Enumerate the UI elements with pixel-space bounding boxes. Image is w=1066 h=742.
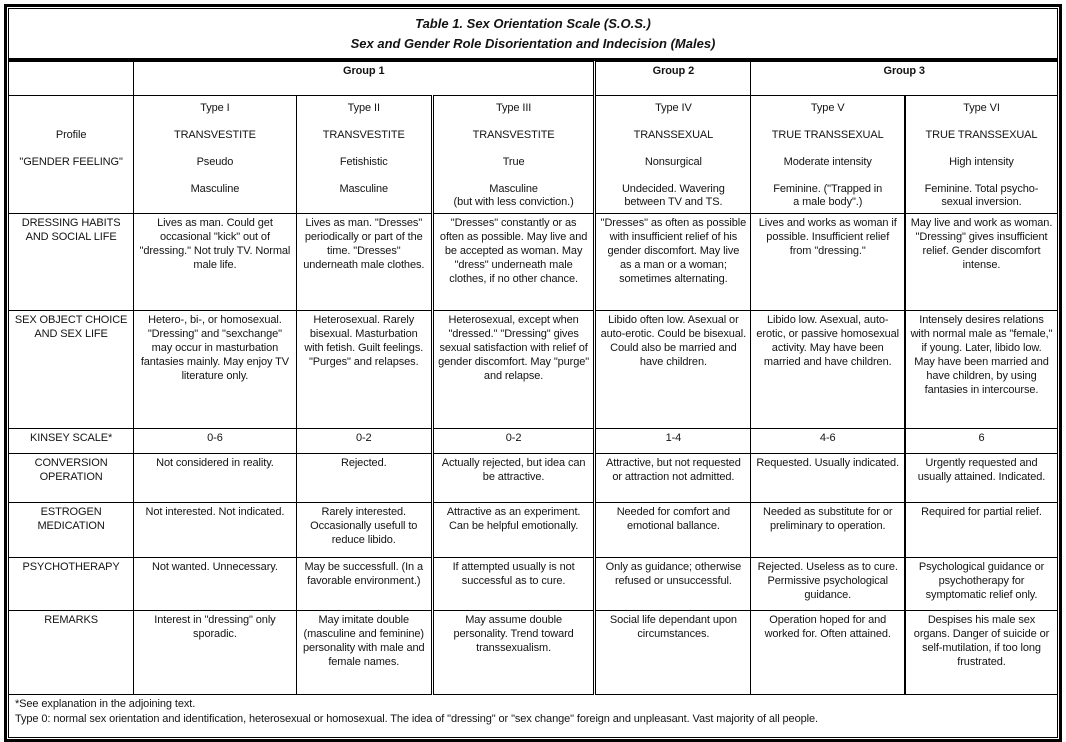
cell: Heterosexual, except when "dressed." "Dressing" gives sexual satisfaction with relief of gender discomfort. May "purge" and relapse. — [432, 310, 594, 428]
type-number: Type I — [200, 102, 230, 114]
group-header-row — [9, 62, 1057, 96]
row-conversion-operation — [9, 453, 1057, 502]
type-name: TRANSVESTITE — [173, 128, 256, 141]
row-label-profile — [9, 96, 134, 214]
cell: Rejected. Useless as to cure. Permissive psychological guidance. — [751, 557, 905, 610]
type-name: TRANSVESTITE — [322, 128, 405, 141]
cell: Social life dependant upon circumstances. — [595, 610, 751, 694]
type-name: TRUE TRANSSEXUAL — [771, 128, 884, 141]
row-label: KINSEY SCALE* — [9, 428, 134, 453]
type-name: TRANSSEXUAL — [633, 128, 714, 141]
cell: Intensely desires relations with normal male as "female," if young. Later, libido low. May have been married and have children, by using fantasies in intercourse. — [905, 310, 1057, 428]
row-label: PSYCHOTHERAPY — [9, 557, 134, 610]
cell: Heterosexual. Rarely bisexual. Masturbation with fetish. Guilt feelings. "Purges" and relapses. — [296, 310, 432, 428]
cell: 4-6 — [751, 428, 905, 453]
row-label: DRESSING HABITS AND SOCIAL LIFE — [9, 213, 134, 310]
cell: Required for partial relief. — [905, 502, 1057, 557]
cell: May live and work as woman. "Dressing" gives insufficient relief. Gender discomfort intense. — [905, 213, 1057, 310]
row-psychotherapy — [9, 557, 1057, 610]
cell: Hetero-, bi-, or homosexual. "Dressing" and "sexchange" may occur in masturbation fantasies mainly. May enjoy TV literature only. — [134, 310, 296, 428]
cell: Interest in "dressing" only sporadic. — [134, 610, 296, 694]
cell: May imitate double (masculine and feminine) personality with male and female names. — [296, 610, 432, 694]
type-number: Type IV — [655, 102, 692, 114]
type-subtitle: True — [502, 155, 525, 168]
type-cell-5: Type V TRUE TRANSSEXUAL Moderate intensity Feminine. ("Trapped in a male body".) — [751, 96, 905, 214]
table-title: Table 1. Sex Orientation Scale (S.O.S.) — [415, 16, 651, 31]
type-cell-1 — [134, 96, 296, 214]
type-feeling: Undecided. Wavering — [621, 182, 725, 195]
type-name: TRANSVESTITE — [472, 128, 555, 141]
type-number: Type III — [495, 102, 532, 114]
type-cell-2 — [296, 96, 432, 214]
sos-table — [9, 61, 1057, 695]
cell: May assume double personality. Trend toward transsexualism. — [432, 610, 594, 694]
row-label: SEX OBJECT CHOICE AND SEX LIFE — [9, 310, 134, 428]
row-dressing-habits — [9, 213, 1057, 310]
row-label: REMARKS — [9, 610, 134, 694]
type-subtitle: Moderate intensity — [783, 155, 872, 168]
title-block — [9, 9, 1057, 61]
cell: 6 — [905, 428, 1057, 453]
type-feeling: Masculine — [339, 182, 389, 195]
cell: Psychological guidance or psychotherapy for symptomatic relief only. — [905, 557, 1057, 610]
group-3-header: Group 3 — [751, 62, 1057, 96]
profile-label-line1: Profile — [55, 128, 87, 141]
cell: Lives as man. "Dresses" periodically or part of the time. "Dresses" underneath male clothes. — [296, 213, 432, 310]
outer-frame — [4, 4, 1062, 742]
type-cell-3: Type III TRANSVESTITE True Masculine (but with less conviction.) — [432, 96, 594, 214]
cell: Needed for comfort and emotional ballance. — [595, 502, 751, 557]
row-remarks — [9, 610, 1057, 694]
row-label: CONVERSION OPERATION — [9, 453, 134, 502]
cell: Needed as substitute for or preliminary to operation. — [751, 502, 905, 557]
type-number: Type V — [810, 102, 845, 114]
cell: Not considered in reality. — [134, 453, 296, 502]
corner-cell — [9, 62, 134, 96]
profile-label-line2: "GENDER FEELING" — [19, 155, 123, 168]
type-feeling: Masculine — [489, 182, 538, 195]
cell: Urgently requested and usually attained. Indicated. — [905, 453, 1057, 502]
cell: May be successfull. (In a favorable environment.) — [296, 557, 432, 610]
type-cell-4: Type IV TRANSSEXUAL Nonsurgical Undecided. Wavering between TV and TS. — [595, 96, 751, 214]
cell: Libido low. Asexual, auto-erotic, or passive homosexual activity. May have been married and have children. — [751, 310, 905, 428]
cell: Attractive as an experiment. Can be helpful emotionally. — [432, 502, 594, 557]
type-name: TRUE TRANSSEXUAL — [925, 128, 1038, 141]
type-subtitle: High intensity — [949, 155, 1014, 168]
type-subtitle: Fetishistic — [339, 155, 388, 168]
cell: If attempted usually is not successful as to cure. — [432, 557, 594, 610]
type-subtitle: Pseudo — [196, 155, 234, 168]
cell: Requested. Usually indicated. — [751, 453, 905, 502]
footnote-block — [9, 695, 1057, 737]
cell: Libido often low. Asexual or auto-erotic. Could be bisexual. Could also be married and have children. — [595, 310, 751, 428]
cell: "Dresses" constantly or as often as possible. May live and be accepted as woman. May "dress" underneath male clothes, if no other chance. — [432, 213, 594, 310]
cell: Not interested. Not indicated. — [134, 502, 296, 557]
group-2-header: Group 2 — [595, 62, 751, 96]
cell: "Dresses" as often as possible with insufficient relief of his gender discomfort. May live as a man or a woman; sometimes alternating. — [595, 213, 751, 310]
cell: Lives and works as woman if possible. Insufficient relief from "dressing." — [751, 213, 905, 310]
cell: 0-6 — [134, 428, 296, 453]
row-label: ESTROGEN MEDICATION — [9, 502, 134, 557]
profile-row — [9, 96, 1057, 214]
cell: Actually rejected, but idea can be attractive. — [432, 453, 594, 502]
inner-frame — [8, 8, 1058, 738]
type-number: Type II — [347, 102, 380, 114]
cell: Rejected. — [296, 453, 432, 502]
row-kinsey-scale — [9, 428, 1057, 453]
cell: 1-4 — [595, 428, 751, 453]
type-subtitle: Nonsurgical — [644, 155, 702, 168]
type-number: Type VI — [963, 102, 1000, 114]
cell: Only as guidance; otherwise refused or unsuccessful. — [595, 557, 751, 610]
type-feeling: Masculine — [190, 182, 240, 195]
cell: Not wanted. Unnecessary. — [134, 557, 296, 610]
cell: 0-2 — [296, 428, 432, 453]
cell: 0-2 — [432, 428, 594, 453]
row-sex-object-choice — [9, 310, 1057, 428]
table-subtitle: Sex and Gender Role Disorientation and Indecision (Males) — [350, 35, 716, 51]
cell: Attractive, but not requested or attraction not admitted. — [595, 453, 751, 502]
cell: Operation hoped for and worked for. Often attained. — [751, 610, 905, 694]
type-feeling: Feminine. ("Trapped in — [773, 182, 883, 195]
footnote-line2: Type 0: normal sex orientation and identification, heterosexual or homosexual. The idea of "dressing" or "sex change" foreign and unpleasant. Vast majority of all people. — [15, 713, 818, 726]
group-1-header: Group 1 — [134, 62, 595, 96]
footnote-line1: *See explanation in the adjoining text. — [15, 697, 196, 710]
cell: Lives as man. Could get occasional "kick" out of "dressing." Not truly TV. Normal male life. — [134, 213, 296, 310]
cell: Despises his male sex organs. Danger of suicide or self-mutilation, if too long frustrated. — [905, 610, 1057, 694]
row-estrogen-medication — [9, 502, 1057, 557]
cell: Rarely interested. Occasionally usefull to reduce libido. — [296, 502, 432, 557]
type-feeling: Feminine. Total psycho- — [924, 182, 1039, 195]
type-cell-6: Type VI TRUE TRANSSEXUAL High intensity Feminine. Total psycho- sexual inversion. — [905, 96, 1057, 214]
